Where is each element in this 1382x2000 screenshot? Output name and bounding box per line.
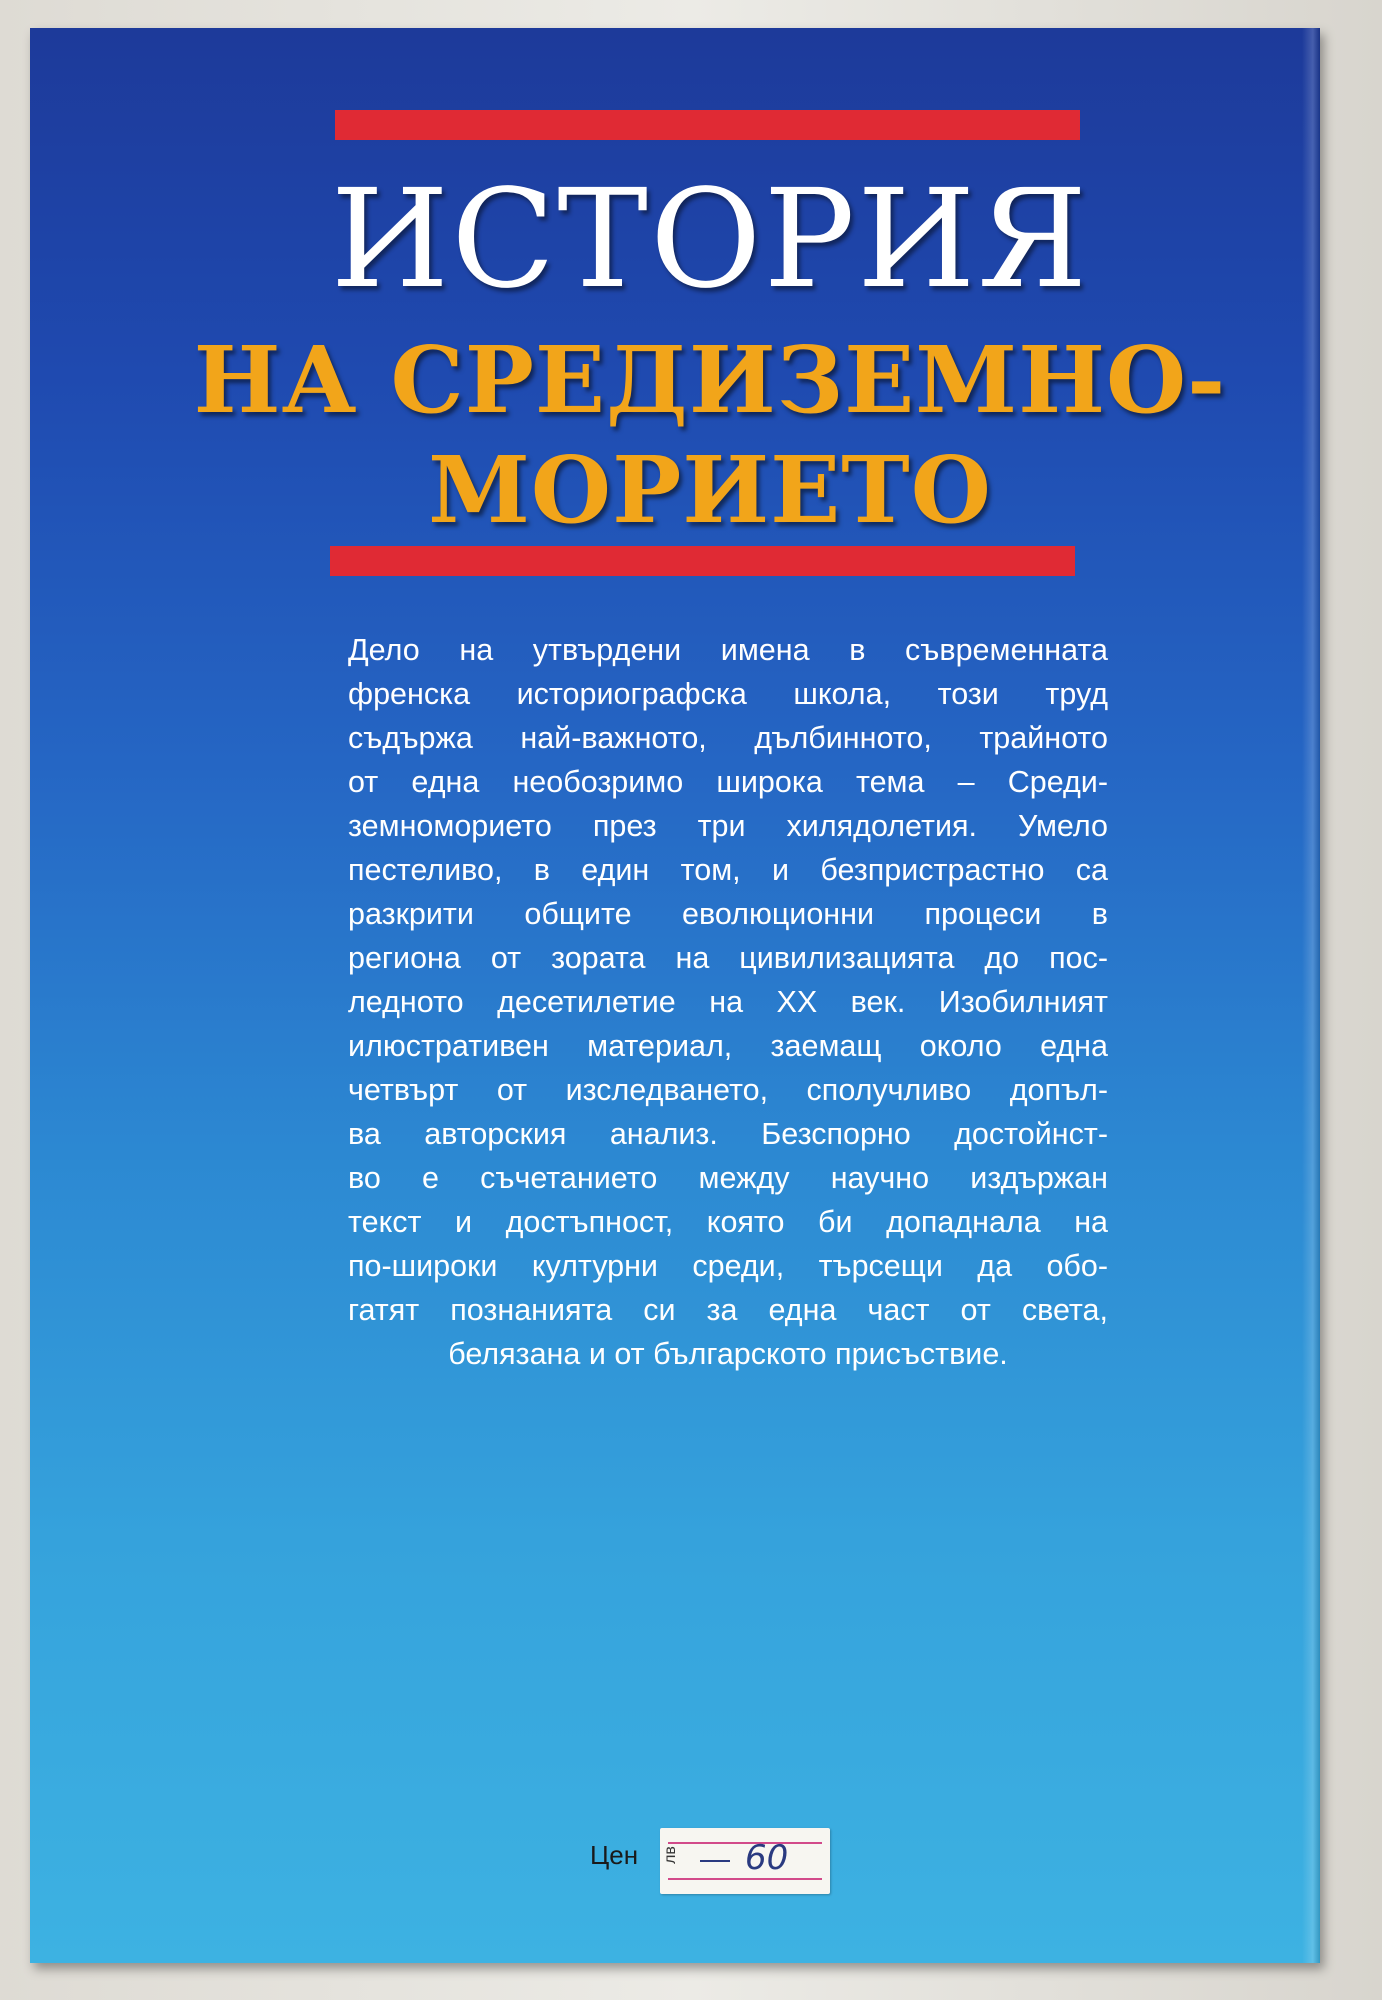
title-line-3: МОРИЕТО <box>428 436 992 544</box>
title-line-1: ИСТОРИЯ <box>330 161 1090 319</box>
blurb-line: земноморието през три хилядолетия. Умело <box>348 809 1108 843</box>
blurb-line: во е съчетанието между научно издържан <box>348 1161 1108 1195</box>
blurb-line: Дело на утвърдени имена в съвременната <box>348 633 1108 667</box>
blurb-line: белязана и от българското присъствие. <box>448 1337 1008 1371</box>
blurb-line: гатят познанията си за една част от света, <box>348 1293 1108 1327</box>
blurb-line: ва авторския анализ. Безспорно достойнст- <box>348 1117 1108 1151</box>
blurb-line: по-широки културни среди, търсещи да обо- <box>348 1249 1108 1283</box>
blurb-line: френска историографска школа, този труд <box>348 677 1108 711</box>
price-value: 60 <box>745 1838 789 1878</box>
blurb-text <box>348 628 1108 1376</box>
price-unit: лв <box>661 1846 679 1864</box>
blurb-line: илюстративен материал, заемащ около една <box>348 1029 1108 1063</box>
blurb-line: текст и достъпност, която би допаднала на <box>348 1205 1108 1239</box>
blurb-line: разкрити общите еволюционни процеси в <box>348 897 1108 931</box>
blurb-line: ледното десетилетие на XX век. Изобилният <box>348 985 1108 1019</box>
blurb-line: региона от зората на цивилизацията до пос- <box>348 941 1108 975</box>
bottom-red-bar <box>330 546 1075 576</box>
blurb-line: четвърт от изследването, сполучливо допъл- <box>348 1073 1108 1107</box>
book-back-cover <box>30 28 1320 1963</box>
price-sticker <box>660 1828 830 1894</box>
top-red-bar <box>335 110 1080 140</box>
sticker-line <box>668 1878 822 1880</box>
blurb-line: пестеливо, в един том, и безпристрастно са <box>348 853 1108 887</box>
price-dash <box>700 1860 730 1862</box>
blurb-line: от една необозримо широка тема – Среди- <box>348 765 1108 799</box>
price-label: Цен <box>590 1840 639 1870</box>
blurb-line: съдържа най-важното, дълбинното, трайното <box>348 721 1108 755</box>
title-line-2: НА СРЕДИЗЕМНО- <box>193 326 1227 434</box>
